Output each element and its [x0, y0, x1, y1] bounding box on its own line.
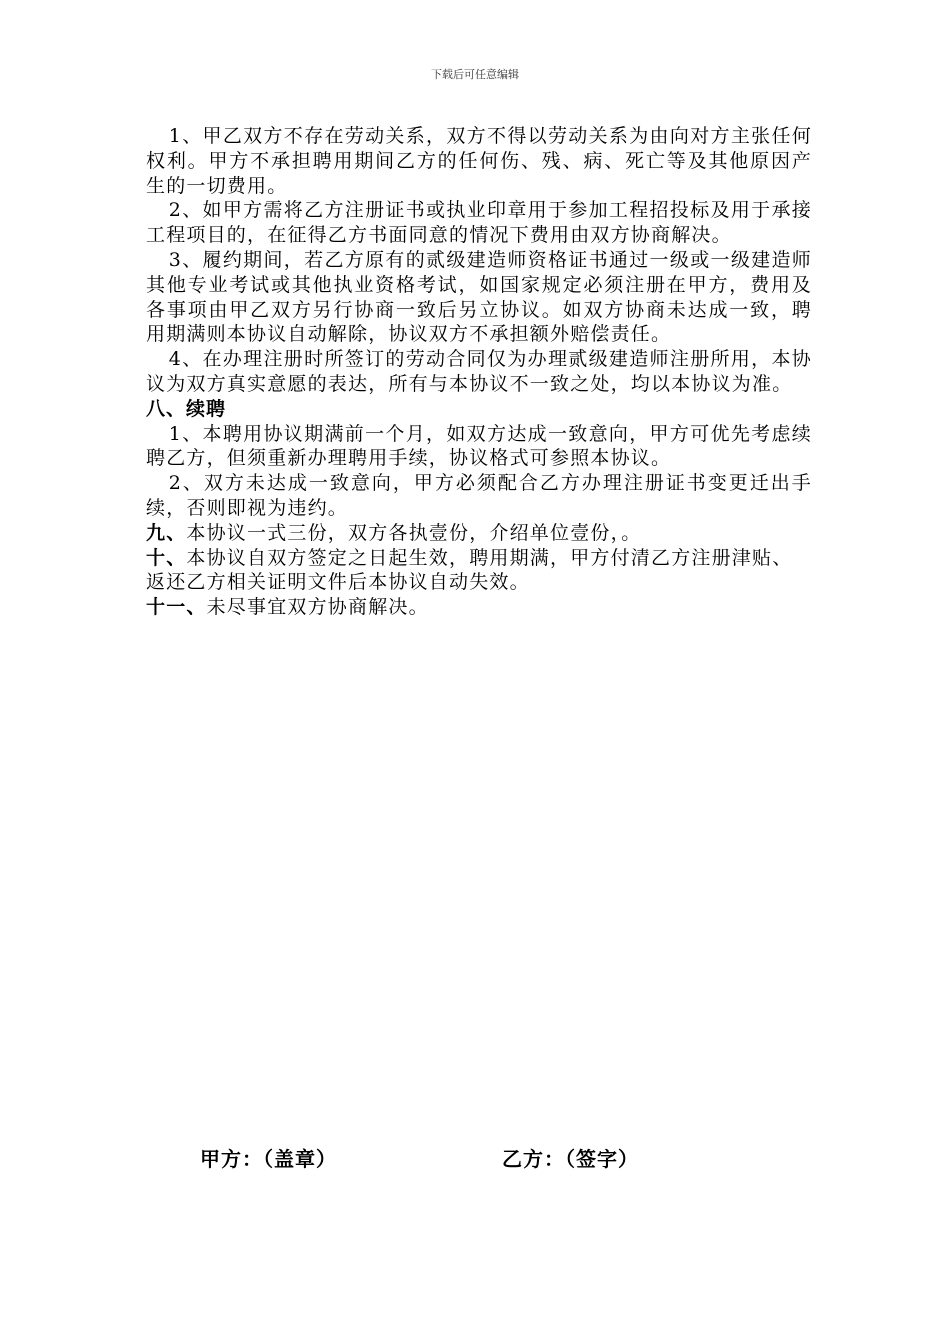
section-9-text: 本协议一式三份，双方各执壹份，介绍单位壹份，。 — [186, 521, 642, 544]
party-b-signature: 乙方：（签字） — [502, 1147, 639, 1171]
signature-block — [0, 1143, 950, 1173]
section-10 — [146, 546, 812, 596]
section-8-heading: 八、续聘 — [146, 397, 227, 420]
section-11-number: 十一、 — [146, 596, 207, 619]
clause-7-3: 3、履约期间，若乙方原有的贰级建造师资格证书通过一级或一级建造师其他专业考试或其他执业资格考试，如国家规定必须注册在甲方，费用及各事项由甲乙双方另行协商一致后另立协议。如双方协商未达成一致，聘用期满则本协议自动解除，协议双方不承担额外赔偿责任。 — [146, 248, 812, 346]
clause-7-2: 2、如甲方需将乙方注册证书或执业印章用于参加工程招投标及用于承接工程项目的，在征得乙方书面同意的情况下费用由双方协商解决。 — [146, 199, 812, 247]
section-11 — [146, 595, 812, 620]
section-10-number: 十、 — [146, 546, 187, 569]
document-body — [146, 124, 812, 620]
header-note: 下载后可任意编辑 — [431, 68, 519, 81]
section-9 — [146, 521, 812, 546]
party-a-signature: 甲方：（盖章） — [200, 1147, 337, 1171]
clause-7-1: 1、甲乙双方不存在劳动关系，双方不得以劳动关系为由向对方主张任何权利。甲方不承担聘用期间乙方的任何伤、残、病、死亡等及其他原因产生的一切费用。 — [146, 125, 812, 197]
section-9-number: 九、 — [146, 521, 187, 544]
section-10-text: 本协议自双方签定之日起生效，聘用期满，甲方付清乙方注册津贴、返还乙方相关证明文件后本协议自动失效。 — [146, 546, 793, 594]
section-11-text: 未尽事宜双方协商解决。 — [206, 596, 429, 619]
clause-8-2: 2、双方未达成一致意向，甲方必须配合乙方办理注册证书变更迁出手续，否则即视为违约。 — [146, 472, 812, 519]
clause-8-1: 1、本聘用协议期满前一个月，如双方达成一致意向，甲方可优先考虑续聘乙方，但须重新办理聘用手续，协议格式可参照本协议。 — [146, 422, 812, 470]
clause-7-4: 4、在办理注册时所签订的劳动合同仅为办理贰级建造师注册所用，本协议为双方真实意愿的表达，所有与本协议不一致之处，均以本协议为准。 — [146, 348, 812, 395]
